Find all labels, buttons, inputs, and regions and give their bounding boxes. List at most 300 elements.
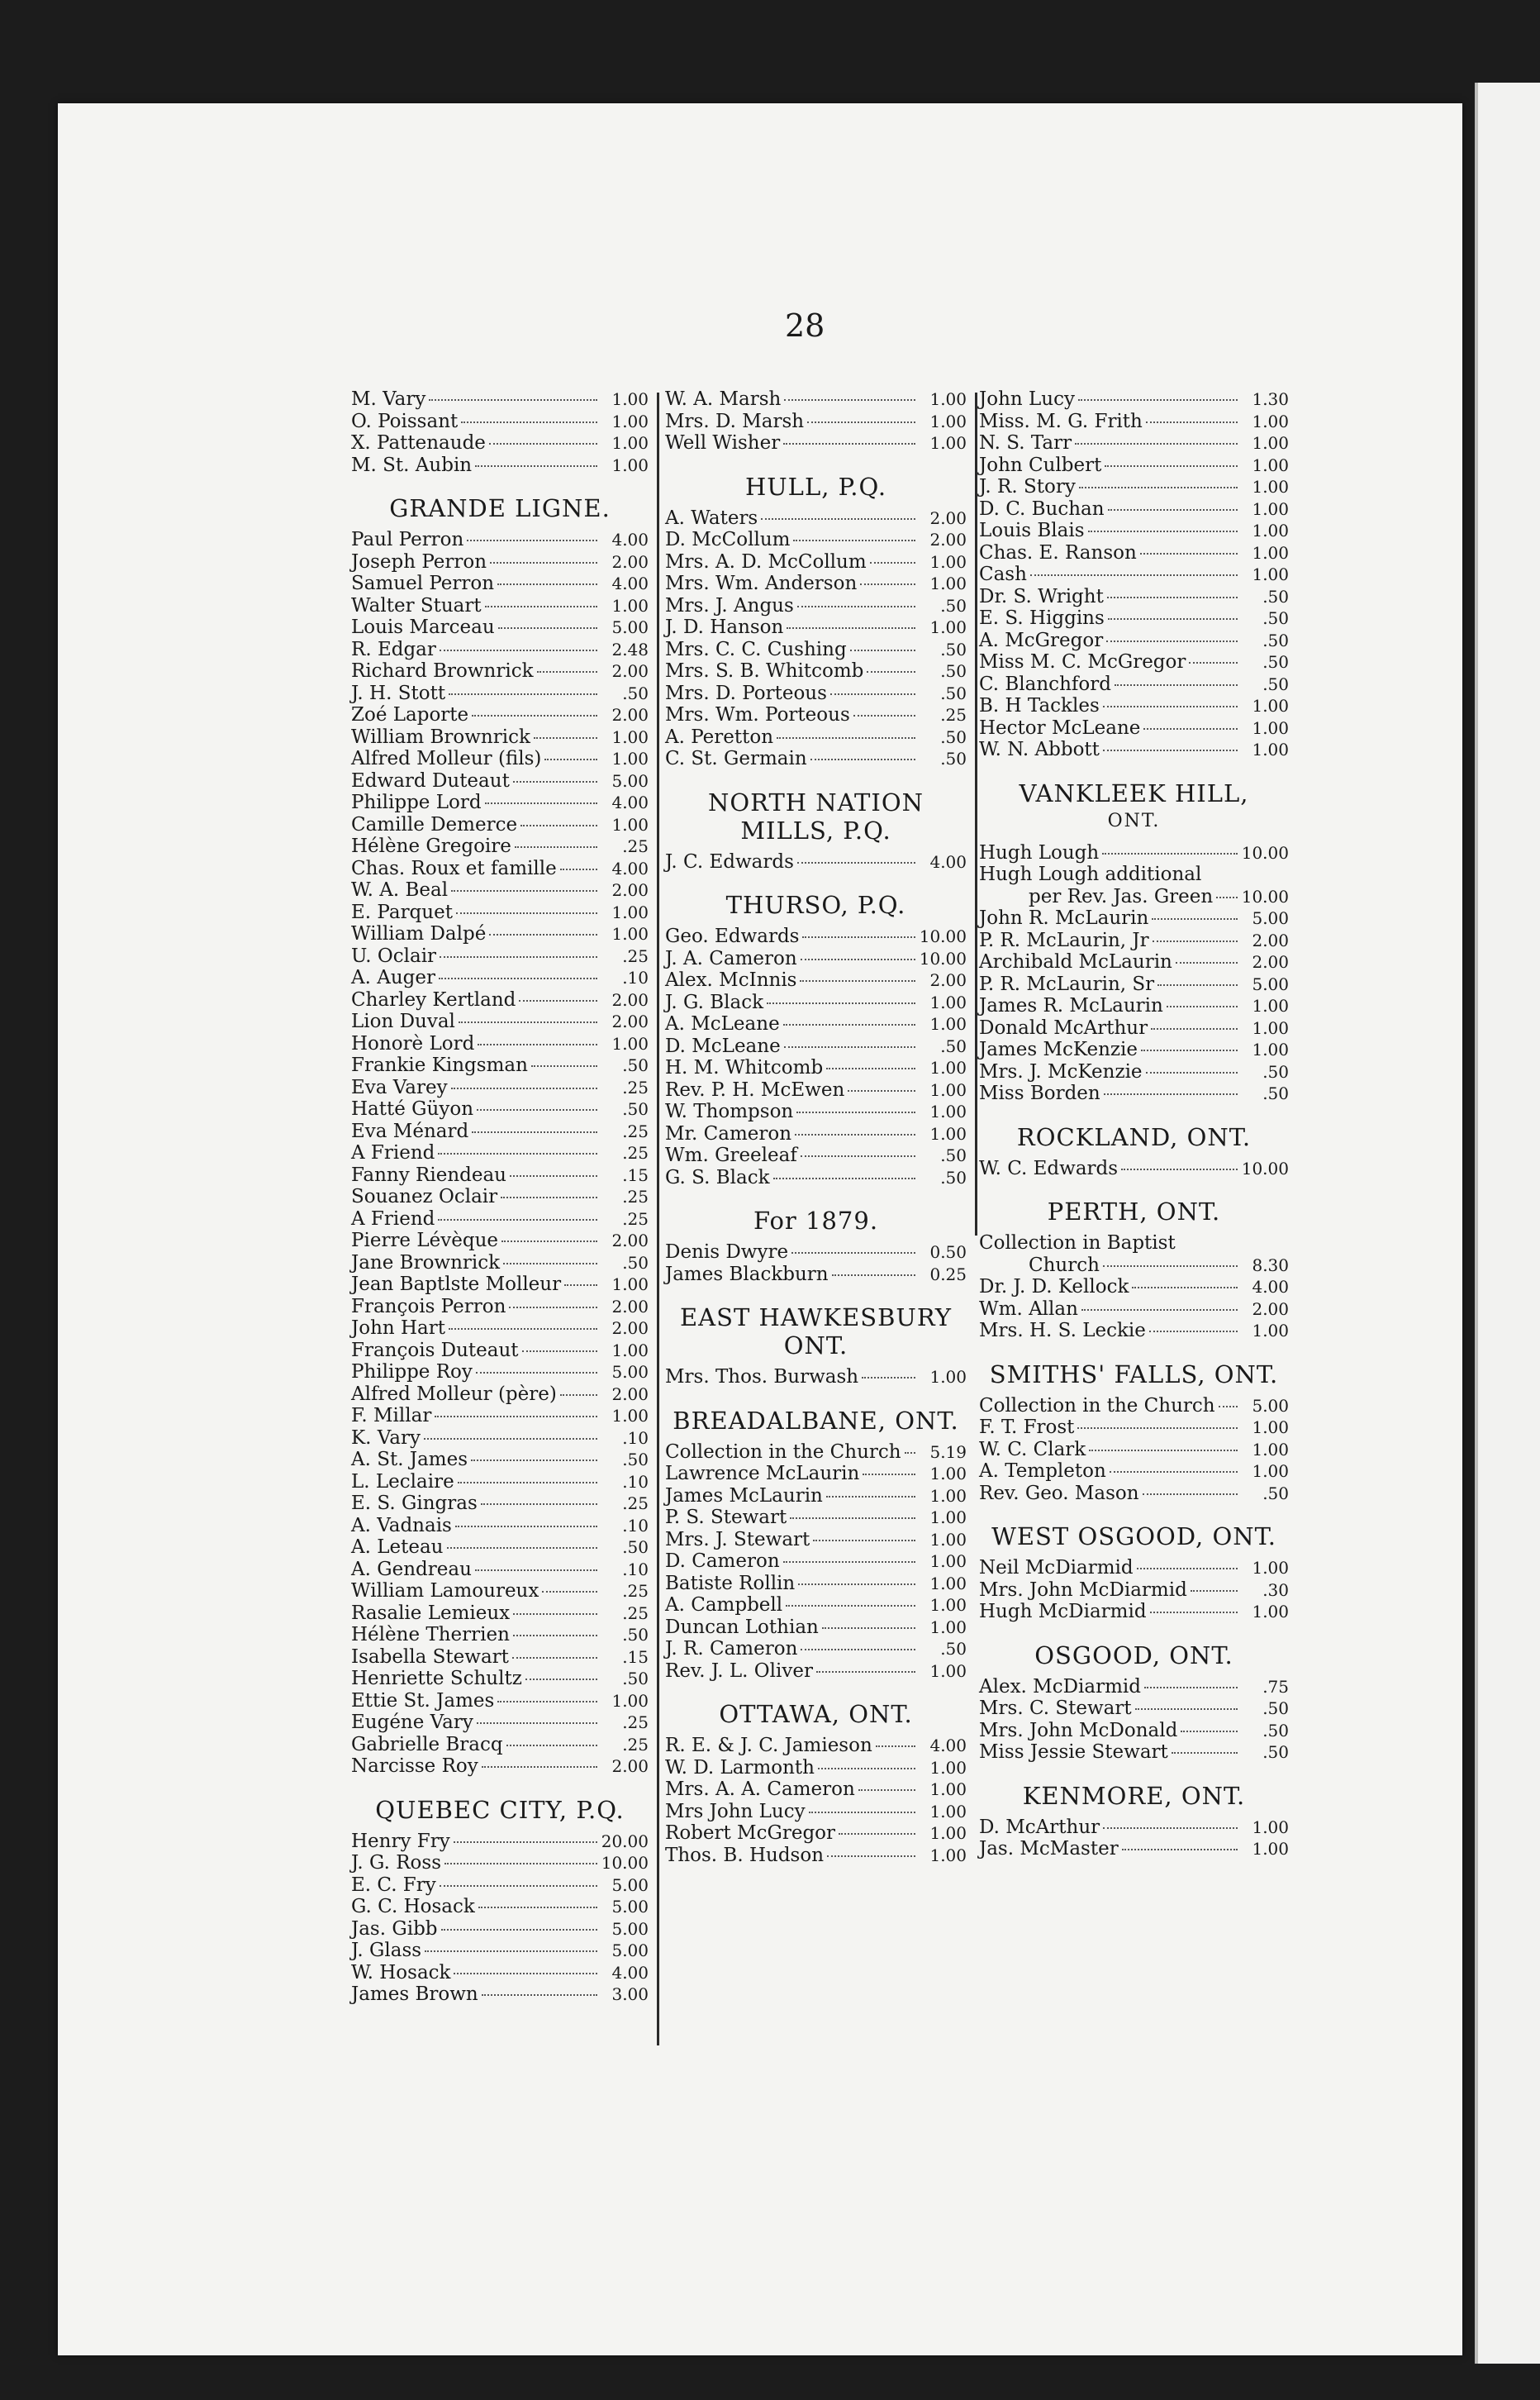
subscriber-name: A. Waters — [665, 507, 758, 529]
dot-leader — [440, 650, 597, 651]
subscriber-name: W. C. Edwards — [979, 1157, 1119, 1179]
subscriber-name: Mrs. D. Porteous — [665, 682, 827, 704]
subscriber-row — [351, 792, 649, 814]
donation-amount: .50 — [1262, 1698, 1289, 1718]
subscriber-row — [351, 388, 649, 411]
subscriber-name: Louis Marceau — [351, 617, 495, 638]
dot-leader — [489, 443, 597, 445]
subscriber-row — [665, 683, 967, 705]
donation-amount: .25 — [940, 705, 967, 725]
subscriber-row — [351, 1852, 649, 1874]
subscriber-name: Hugh Lough — [979, 841, 1100, 864]
subscriber-name: Mrs. John McDiarmid — [979, 1579, 1187, 1601]
subscriber-name: A. McGregor — [979, 629, 1104, 651]
donation-amount: 1.00 — [929, 433, 967, 453]
subscriber-row — [351, 879, 649, 902]
subscriber-name: J. G. Black — [665, 991, 764, 1013]
donation-amount: 1.00 — [1252, 696, 1289, 716]
donation-amount: 8.30 — [1252, 1255, 1289, 1275]
subscriber-name: D. McArthur — [979, 1816, 1100, 1838]
subscriber-row — [351, 1186, 649, 1208]
subscriber-name: Eva Ménard — [351, 1120, 469, 1142]
dot-leader — [858, 1789, 915, 1791]
donation-amount: 4.00 — [611, 574, 649, 593]
subscriber-name: Miss. M. G. Frith — [979, 410, 1143, 432]
donation-amount: 1.00 — [1252, 1017, 1289, 1038]
dot-leader — [478, 1907, 597, 1908]
subscriber-row — [979, 1579, 1289, 1602]
dot-leader — [501, 1197, 597, 1198]
dot-leader — [784, 399, 915, 401]
donation-amount: 2.00 — [929, 530, 967, 550]
dot-leader — [477, 1109, 597, 1111]
subscriber-name: Philippe Lord — [351, 792, 482, 813]
donation-amount: 1.00 — [1252, 455, 1289, 475]
subscriber-row — [665, 1573, 967, 1595]
donation-amount: 4.00 — [1252, 1277, 1289, 1297]
subscriber-name: Mrs. S. B. Whitcomb — [665, 660, 864, 682]
donation-amount: 2.00 — [1252, 930, 1289, 950]
subscriber-name: Jas. Gibb — [351, 1917, 438, 1940]
donation-amount: 1.00 — [929, 1845, 967, 1865]
donation-amount: 1.00 — [929, 617, 967, 637]
subscriber-name: W. Thompson — [665, 1101, 794, 1122]
subscriber-row — [351, 432, 649, 455]
subscriber-name: Hélène Therrien — [351, 1624, 510, 1645]
dot-leader — [544, 759, 597, 760]
section-heading — [351, 494, 649, 522]
subscriber-name: Hugh McDiarmid — [979, 1601, 1147, 1622]
dot-leader — [513, 781, 597, 783]
donation-amount: 1.00 — [1252, 1461, 1289, 1481]
subscriber-name: D. C. Buchan — [979, 498, 1105, 520]
subscriber-name: Donald McArthur — [979, 1017, 1148, 1039]
subscriber-row — [665, 704, 967, 726]
subscriber-name: James McKenzie — [979, 1039, 1138, 1060]
subscriber-name: James Brown — [351, 1983, 478, 2005]
subscriber-name: M. St. Aubin — [351, 454, 473, 476]
subscriber-name: Zoé Laporte — [351, 704, 469, 726]
donation-amount: 5.00 — [611, 1940, 649, 1960]
donation-amount: 0.25 — [929, 1264, 967, 1284]
subscriber-row — [351, 1317, 649, 1340]
subscriber-row — [351, 683, 649, 705]
donation-amount: .50 — [622, 1669, 649, 1688]
subscriber-name: Alex. McDiarmid — [979, 1675, 1141, 1698]
donation-amount: 5.00 — [611, 1874, 649, 1895]
subscriber-name: Ettie St. James — [351, 1689, 495, 1712]
donation-amount: .50 — [940, 639, 967, 660]
donation-amount: .25 — [622, 1143, 649, 1163]
subscriber-row — [979, 907, 1289, 930]
donation-amount: 4.00 — [929, 1736, 967, 1755]
subscriber-name: Alfred Molleur (fils) — [351, 748, 542, 769]
subscriber-name: James R. McLaurin — [979, 995, 1163, 1017]
dot-leader — [449, 1328, 597, 1330]
donation-amount: 5.00 — [611, 1918, 649, 1939]
dot-leader — [560, 869, 597, 870]
dot-leader — [830, 693, 915, 695]
donation-amount: .50 — [1262, 652, 1289, 672]
subscriber-row — [351, 1918, 649, 1940]
subscriber-row — [979, 432, 1289, 455]
donation-amount: .10 — [622, 1559, 649, 1579]
section-heading — [665, 788, 967, 845]
subscriber-row — [665, 1036, 967, 1058]
donation-amount: 1.00 — [929, 1801, 967, 1821]
subscriber-name: R. E. & J. C. Jamieson — [665, 1735, 872, 1756]
subscriber-row — [979, 1417, 1289, 1439]
donation-amount: 1.00 — [611, 433, 649, 453]
subscriber-name: Rev. J. L. Oliver — [665, 1660, 813, 1682]
subscriber-name: Collection in Baptist — [979, 1232, 1176, 1254]
subscriber-row — [351, 1361, 649, 1383]
subscriber-row — [351, 1874, 649, 1897]
section-heading — [979, 1360, 1289, 1388]
donation-amount: .50 — [1262, 1483, 1289, 1503]
dot-leader — [461, 421, 597, 423]
subscriber-name: Alfred Molleur (père) — [351, 1383, 557, 1405]
subscriber-name: A Friend — [351, 1207, 435, 1230]
dot-leader — [797, 606, 915, 607]
page-fold — [1475, 83, 1478, 2364]
dot-leader — [796, 1112, 915, 1113]
donation-amount: 1.00 — [1252, 1417, 1289, 1437]
dot-leader — [1150, 1612, 1238, 1613]
donation-amount: .50 — [940, 1145, 967, 1165]
subscriber-row — [979, 1601, 1289, 1623]
donation-amount: 1.00 — [611, 595, 649, 616]
subscriber-name: P. R. McLaurin, Sr — [979, 973, 1155, 995]
dot-leader — [795, 1134, 915, 1136]
subscriber-name: Mrs. John McDonald — [979, 1719, 1178, 1741]
subscriber-name: Mrs. J. Stewart — [665, 1528, 810, 1550]
dot-leader — [1149, 1331, 1238, 1332]
subscriber-name: Wm. Greeleaf — [665, 1145, 797, 1166]
subscriber-name: W. A. Beal — [351, 879, 449, 901]
dot-leader — [449, 693, 597, 695]
subscriber-name: Souanez Oclair — [351, 1186, 498, 1207]
subscriber-row — [665, 1779, 967, 1801]
subscriber-name: William Brownrick — [351, 726, 530, 748]
donation-amount: 1.00 — [1252, 740, 1289, 760]
subscriber-name: Isabella Stewart — [351, 1645, 509, 1668]
subscriber-name: Cash — [979, 564, 1027, 585]
subscriber-name: Hector McLeane — [979, 717, 1141, 739]
dot-leader — [801, 1155, 915, 1157]
section-heading-text: OTTAWA, ONT. — [719, 1700, 913, 1728]
dot-leader — [451, 890, 597, 892]
dot-leader — [826, 1068, 915, 1069]
donation-amount: 5.00 — [1252, 974, 1289, 994]
subscriber-name: Samuel Perron — [351, 573, 495, 594]
dot-leader — [784, 1046, 915, 1048]
subscriber-name: Mrs. A. A. Cameron — [665, 1779, 855, 1800]
donation-amount: 1.00 — [929, 389, 967, 409]
donation-amount: .25 — [622, 1077, 649, 1098]
dot-leader — [522, 1350, 597, 1352]
subscriber-row — [351, 1831, 649, 1853]
donation-amount: 2.00 — [1252, 1298, 1289, 1319]
donation-amount: .10 — [622, 1515, 649, 1536]
subscriber-row — [351, 1121, 649, 1143]
subscriber-row — [351, 1340, 649, 1362]
subscriber-row — [351, 1896, 649, 1918]
donation-amount: 4.00 — [611, 530, 649, 550]
subscriber-row — [351, 1077, 649, 1099]
donation-amount: 1.00 — [1252, 521, 1289, 540]
subscriber-name: Mrs. A. D. McCollum — [665, 550, 867, 573]
subscriber-row — [351, 1962, 649, 1984]
subscriber-name: A. Auger — [351, 967, 435, 988]
dot-leader — [832, 1274, 915, 1276]
subscriber-name: Dr. J. D. Kellock — [979, 1276, 1129, 1298]
dot-leader — [848, 1090, 915, 1092]
subscriber-name: Honorè Lord — [351, 1032, 475, 1055]
donation-amount: .50 — [940, 1167, 967, 1188]
donation-amount: 4.00 — [611, 858, 649, 879]
dot-leader — [560, 1394, 597, 1396]
donation-amount: 2.00 — [611, 1012, 649, 1031]
subscriber-name: H. M. Whitcomb — [665, 1057, 824, 1079]
donation-amount: 1.00 — [1252, 1040, 1289, 1060]
donation-amount: 1.00 — [929, 1573, 967, 1593]
subscriber-name: Pierre Lévèque — [351, 1230, 498, 1251]
subscriber-row — [665, 617, 967, 639]
page-number: 28 — [785, 307, 825, 344]
dot-leader — [870, 562, 915, 564]
subscriber-row — [979, 1255, 1289, 1277]
dot-leader — [1122, 1849, 1238, 1850]
dot-leader — [839, 1833, 915, 1835]
subscriber-row — [979, 411, 1289, 433]
subscriber-row — [351, 989, 649, 1012]
subscriber-row — [665, 411, 967, 433]
donation-amount: 1.00 — [1252, 1558, 1289, 1578]
dot-leader — [519, 1000, 597, 1002]
subscriber-row — [351, 923, 649, 945]
subscriber-row — [351, 1624, 649, 1646]
donation-amount: 10.00 — [919, 926, 967, 946]
dot-leader — [438, 1219, 597, 1221]
section-heading-text: EAST HAWKESBURY ONT. — [680, 1303, 952, 1360]
dot-leader — [438, 1153, 597, 1155]
donation-amount: .25 — [622, 1734, 649, 1755]
dot-leader — [1103, 750, 1238, 751]
donation-amount: 20.00 — [601, 1831, 649, 1851]
donation-amount: 1.00 — [1252, 411, 1289, 431]
dot-leader — [542, 1591, 597, 1593]
subscriber-row — [351, 1383, 649, 1406]
subscriber-name: O. Poissant — [351, 410, 459, 432]
donation-amount: .50 — [622, 683, 649, 703]
subscriber-name: J. D. Hanson — [665, 617, 784, 638]
dot-leader — [1108, 618, 1238, 620]
section-heading — [979, 779, 1289, 836]
subscriber-row — [979, 651, 1289, 674]
donation-amount: 1.00 — [1252, 477, 1289, 497]
subscriber-name: J. R. Cameron — [665, 1638, 798, 1660]
column-3 — [979, 388, 1289, 1860]
subscriber-name: A Friend — [351, 1142, 435, 1164]
subscriber-row — [351, 858, 649, 880]
section-subheading: ONT. — [1107, 810, 1161, 831]
subscriber-row — [665, 748, 967, 770]
subscriber-name: Paul Perron — [351, 529, 464, 550]
dot-leader — [787, 627, 915, 629]
dot-leader — [506, 1745, 597, 1746]
subscriber-row — [979, 1158, 1289, 1180]
subscriber-name: Rev. P. H. McEwen — [665, 1079, 845, 1101]
subscriber-row — [351, 1668, 649, 1690]
dot-leader — [1089, 1450, 1238, 1451]
subscriber-row — [979, 674, 1289, 696]
subscriber-name: C. Blanchford — [979, 673, 1111, 695]
subscriber-name: J. H. Stott — [351, 682, 446, 704]
dot-leader — [477, 1722, 597, 1724]
subscriber-name: G. C. Hosack — [351, 1896, 475, 1917]
subscriber-row — [979, 498, 1289, 521]
donation-amount: 1.00 — [929, 411, 967, 431]
subscriber-name: Lion Duval — [351, 1011, 455, 1032]
dot-leader — [798, 1583, 915, 1585]
donation-amount: 0.50 — [929, 1242, 967, 1262]
subscriber-name: Jane Brownrick — [351, 1251, 501, 1274]
subscriber-name: Miss Borden — [979, 1083, 1100, 1104]
subscriber-row — [665, 432, 967, 455]
dot-leader — [478, 1044, 597, 1045]
donation-amount: 1.00 — [611, 455, 649, 475]
dot-leader — [813, 1540, 915, 1541]
dot-leader — [456, 912, 597, 914]
dot-leader — [513, 1613, 597, 1615]
section-heading — [665, 473, 967, 501]
subscriber-name: J. Glass — [351, 1940, 422, 1961]
subscriber-name: Mrs. C. Stewart — [979, 1698, 1132, 1719]
subscriber-row — [665, 1441, 967, 1464]
subscriber-name: Mrs. Wm. Porteous — [665, 704, 850, 726]
subscriber-row — [665, 1057, 967, 1079]
subscriber-row — [665, 551, 967, 574]
donation-amount: 1.00 — [1252, 564, 1289, 584]
dot-leader — [876, 1745, 915, 1747]
section-heading — [979, 1641, 1289, 1669]
subscriber-row — [351, 411, 649, 433]
dot-leader — [444, 1863, 597, 1864]
subscriber-name: Eva Varey — [351, 1076, 448, 1098]
section-heading — [665, 1407, 967, 1435]
subscriber-row — [979, 1061, 1289, 1083]
donation-amount: 1.00 — [929, 1529, 967, 1550]
subscriber-name: John R. McLaurin — [979, 907, 1149, 929]
subscriber-row — [351, 1011, 649, 1033]
dot-leader — [454, 1841, 597, 1843]
subscriber-name: A. St. James — [351, 1449, 468, 1470]
subscriber-name: W. A. Marsh — [665, 388, 782, 410]
section-heading-text: NORTH NATION MILLS, P.Q. — [707, 788, 924, 845]
subscriber-name: Thos. B. Hudson — [665, 1844, 825, 1866]
donation-amount: 1.00 — [929, 1779, 967, 1799]
donation-amount: 5.00 — [611, 617, 649, 637]
subscriber-row — [665, 1617, 967, 1639]
dot-leader — [455, 1526, 597, 1527]
subscriber-row — [665, 639, 967, 661]
dot-leader — [822, 1627, 915, 1629]
subscriber-name: Philippe Roy — [351, 1361, 473, 1383]
donation-amount: .50 — [1262, 1742, 1289, 1762]
dot-leader — [429, 399, 597, 401]
subscriber-name: Narcisse Roy — [351, 1755, 478, 1777]
dot-leader — [783, 443, 915, 445]
subscriber-name: E. Parquet — [351, 901, 453, 923]
dot-leader — [810, 759, 915, 760]
donation-amount: 10.00 — [1241, 1158, 1289, 1179]
donation-amount: .50 — [940, 683, 967, 703]
donation-amount: .75 — [1262, 1676, 1289, 1697]
dot-leader — [1105, 465, 1238, 467]
subscriber-name: F. T. Frost — [979, 1417, 1075, 1438]
dot-leader — [800, 980, 915, 982]
adjacent-page — [1475, 83, 1540, 2364]
subscriber-name: P. S. Stewart — [665, 1507, 787, 1528]
subscriber-row — [979, 974, 1289, 996]
subscriber-row — [979, 930, 1289, 952]
dot-leader — [1103, 1827, 1238, 1829]
dot-leader — [475, 1569, 597, 1571]
dot-leader — [520, 825, 597, 826]
subscriber-name: Jas. McMaster — [979, 1838, 1119, 1860]
subscriber-name: Frankie Kingsman — [351, 1055, 528, 1076]
dot-leader — [1167, 1006, 1238, 1007]
subscriber-row — [665, 1550, 967, 1573]
subscriber-row — [665, 1845, 967, 1867]
dot-leader — [1106, 640, 1238, 642]
subscriber-name: Geo. Edwards — [665, 926, 800, 947]
dot-leader — [1132, 1287, 1238, 1288]
dot-leader — [1143, 1493, 1238, 1495]
subscriber-name: U. Oclair — [351, 945, 437, 967]
subscriber-row — [351, 1033, 649, 1055]
dot-leader — [1216, 897, 1238, 898]
donation-amount: .25 — [622, 1581, 649, 1601]
donation-amount: 1.00 — [611, 389, 649, 409]
subscriber-row — [351, 967, 649, 989]
subscriber-name: William Dalpé — [351, 923, 487, 945]
subscriber-row — [665, 1264, 967, 1286]
subscriber-row — [665, 948, 967, 970]
dot-leader — [481, 1503, 597, 1505]
dot-leader — [1157, 984, 1238, 986]
donation-amount: .25 — [622, 945, 649, 966]
subscriber-row — [351, 1493, 649, 1515]
donation-amount: .10 — [622, 968, 649, 988]
dot-leader — [1108, 509, 1238, 511]
subscriber-name: Mrs. Wm. Anderson — [665, 573, 858, 594]
dot-leader — [509, 1307, 597, 1308]
subscriber-row — [665, 1167, 967, 1189]
column-rule — [657, 393, 659, 2045]
donation-amount: 10.00 — [1241, 842, 1289, 863]
dot-leader — [790, 1517, 915, 1519]
subscriber-row — [351, 1098, 649, 1121]
subscriber-row — [979, 739, 1289, 761]
dot-leader — [783, 1561, 915, 1563]
dot-leader — [440, 956, 597, 958]
donation-amount: .50 — [940, 749, 967, 769]
donation-amount: .10 — [622, 1471, 649, 1492]
donation-amount: .50 — [1262, 1720, 1289, 1740]
subscriber-row — [665, 388, 967, 411]
